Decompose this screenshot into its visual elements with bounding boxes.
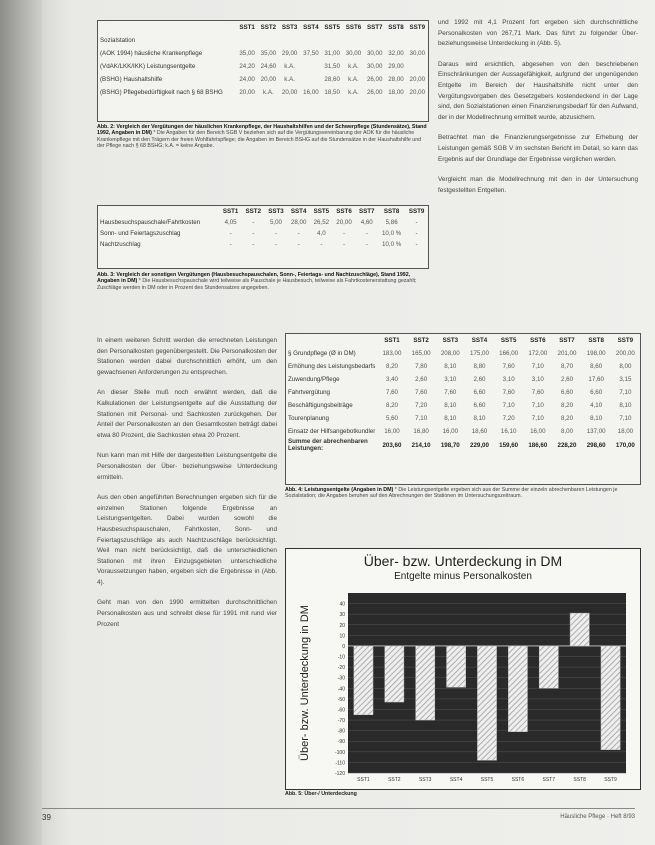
table-cell: 8,10: [444, 415, 457, 422]
table-cell: 24,00: [239, 76, 255, 83]
table-cell: 37,50: [303, 50, 319, 57]
total-cell: 298,60: [586, 441, 606, 449]
table-cell: -: [252, 219, 255, 226]
column-header: SST2: [260, 24, 277, 31]
table-cell: k.A.: [284, 76, 295, 83]
paragraph: Aus den oben angeführten Berechnungen ergeben sich für die einzelnen Stationen folgende Ergebnisse an Leistungsentgelten. Dabei wurden sowohl die Hausbesuchspauschalen, Fahrtkosten, Sonn- und Feiertagszuschläge als auch Nachtzuschläge berücksichtigt. Weil man nicht berücksichtigt, daß die unterschiedlichen Stationen mit ihren Einzugsgebieten unterschiedliche Voraussetzungen haben, ergeben sich die Ergebnisse in (Abb. 4).: [97, 494, 277, 586]
table-cell: k.A.: [348, 89, 359, 96]
paragraph: Betrachtet man die Finanzierungsergebnisse zur Erhebung der Leistungen gemäß SGB V im sechsten Bericht im Detail, so kann das Ergebnis auf der Grundlage der Ergebnisse verglichen werden.: [438, 134, 638, 163]
column-header: SST8: [383, 208, 400, 215]
caption-abb-2: [97, 124, 429, 150]
table-cell: -: [365, 230, 368, 237]
table-cell: 26,52: [313, 219, 330, 226]
table-cell: 183,00: [382, 350, 402, 357]
table-cell: 7,60: [531, 389, 544, 396]
table-cell: -: [343, 241, 346, 248]
table-cell: [385, 34, 406, 47]
row-label: Erhöhung des Leistungsbedarfs: [288, 363, 376, 370]
table-cell: 7,10: [531, 402, 544, 409]
table-cell: 8,60: [590, 363, 603, 370]
table-cell: 7,10: [531, 415, 544, 422]
bar-sst1: [354, 646, 373, 715]
table-cell: -: [297, 241, 300, 248]
column-header: SST9: [617, 337, 634, 344]
row-label: (AOK 1994) häusliche Krankenpflege: [100, 50, 203, 57]
table-cell: [407, 60, 428, 73]
table-cell: 18,00: [388, 89, 404, 96]
table-leistungsentgelte: [285, 333, 641, 485]
paragraph: An dieser Stelle muß noch erwähnt werden, daß die Kalkulationen der Leistungsentgelte auf die Ausstattung der Stationen mit Personal- und Sachkosten zurückgehen. Der Anteil der Personalkosten an den Gesamtkosten beträgt dabei etwa 80 Prozent, die Sachkosten etwa 20 Prozent.: [97, 389, 277, 439]
text-column-right: [438, 18, 638, 206]
table-cell: 7,80: [415, 363, 428, 370]
table-cell: 201,00: [557, 350, 577, 357]
total-row: [286, 438, 640, 452]
table-cell: 8,10: [444, 363, 457, 370]
caption-abb-5: [285, 791, 639, 797]
x-tick-label: SST3: [418, 777, 432, 783]
y-tick-label: -100: [334, 749, 345, 756]
table-cell: -: [365, 241, 368, 248]
table-row: [98, 60, 428, 73]
column-header: SST4: [290, 208, 307, 215]
table-cell: -: [229, 230, 232, 237]
table-cell: 166,00: [499, 350, 519, 357]
table-cell: 165,00: [411, 350, 431, 357]
table-cell: 2,60: [560, 376, 574, 383]
table-cell: 3,40: [385, 376, 398, 383]
table-row: [286, 386, 640, 399]
table-cell: 3,10: [502, 376, 515, 383]
y-tick-label: 30: [339, 612, 345, 619]
table-row: [98, 47, 428, 60]
paragraph: In einem weiteren Schritt werden die errechneten Leistungen den Personalkosten gegenübergestellt. Die Personalkosten der Stationen werden dabei durchschnittlich erhöht, um den gewachsenen Anforderungen zu entsprechen.: [97, 337, 277, 376]
bar-sst2: [385, 646, 404, 702]
row-label: Beschäftigungsbeiträge: [288, 402, 353, 409]
column-header: SST7: [559, 337, 575, 344]
table-cell: 8,10: [473, 415, 486, 422]
table-cell: 30,00: [409, 50, 426, 57]
table-cell: -: [229, 241, 232, 248]
column-header: SST6: [345, 24, 362, 31]
table-row: [286, 425, 640, 438]
table-cell: 5,00: [269, 219, 282, 226]
row-label: Fahrtvergütung: [288, 389, 330, 396]
column-header: SST9: [408, 208, 425, 215]
total-cell: 186,60: [528, 441, 548, 449]
table-cell: 10,0 %: [381, 230, 402, 237]
y-tick-label: -40: [337, 686, 345, 693]
table-cell: 200,00: [615, 350, 635, 357]
column-header: SST4: [471, 337, 488, 344]
table-row: [98, 217, 428, 228]
paragraph: Nun kann man mit Hilfe der dargestellten Leistungsentgelte die Personalkosten der Über- beziehungsweise Unterdeckung ermitteln.: [97, 452, 277, 481]
column-header: SST5: [324, 24, 340, 31]
table-cell: 3,15: [619, 376, 632, 383]
header-blank: [98, 21, 236, 34]
table-cell: 7,60: [502, 363, 515, 370]
column-header: SST7: [366, 24, 383, 31]
table-sonstige-verguetungen: [97, 205, 429, 269]
table-cell: 8,20: [560, 402, 574, 409]
row-label: Hausbesuchspauschale/Fahrtkosten: [100, 219, 201, 226]
x-tick-label: SST9: [604, 777, 617, 783]
table-cell: k.A.: [348, 76, 359, 83]
y-tick-label: -50: [337, 696, 345, 703]
table-cell: 7,10: [415, 415, 428, 422]
caption-text: * Die Angaben für den Bereich SGB V beziehen sich auf die Vergütungsvereinbarung der AOK für die häusliche Krankenpflege mit den Trägern der freien Wohlfahrtspflege; die Angaben im Bereich BSHG auf die Stundensätze in der Haushaltshilfe und der Pflege nach § 68 BSHG; k.A. = keine Angabe.: [97, 130, 422, 150]
table-cell: 28,00: [388, 76, 404, 83]
x-tick-label: SST4: [449, 777, 463, 783]
y-tick-label: 10: [339, 633, 345, 640]
table-cell: -: [274, 230, 278, 237]
row-label: Zuwendung/Pflege: [288, 376, 340, 383]
table-cell: [258, 34, 279, 47]
total-cell: 159,60: [499, 441, 519, 449]
table-cell: 8,80: [473, 363, 486, 370]
table-cell: -: [297, 230, 300, 237]
caption-title: Abb. 4: Leistungsentgelte (Angaben in DM): [285, 487, 394, 493]
y-tick-label: -80: [337, 728, 345, 735]
table-cell: 6,60: [473, 389, 486, 396]
table-cell: 30,00: [345, 50, 362, 57]
table-cell: 4,05: [224, 219, 237, 226]
table-cell: 3,10: [531, 376, 544, 383]
row-label: Nachtzuschlag: [100, 241, 141, 248]
table-cell: [300, 60, 321, 73]
column-header: SST9: [409, 24, 426, 31]
table-cell: 31,50: [324, 63, 340, 70]
y-axis-label: Über- bzw. Unterdeckung in DM: [299, 605, 311, 761]
table-cell: 7,60: [444, 389, 457, 396]
bar-sst7: [539, 646, 558, 688]
table-cell: 7,10: [619, 389, 632, 396]
column-header: SST8: [588, 337, 604, 344]
table-cell: 18,00: [617, 428, 634, 435]
table-cell: 172,00: [528, 350, 548, 357]
table-cell: 24,60: [260, 63, 277, 70]
table-cell: -: [252, 230, 255, 237]
column-header: SST3: [268, 208, 284, 215]
row-label: Sozialstation: [100, 37, 136, 44]
caption-text: * Die Hausbesuchspauschale wird teilweise als Pauschale je Hausbesuch, teilweise als Fahrtkostenerstattung gezahlt; Zuschläge werden in DM oder in Prozent des Stundensatzes angegeben.: [97, 278, 417, 291]
table-cell: 20,00: [260, 76, 277, 83]
table-cell: 26,00: [366, 89, 383, 96]
table-cell: 20,00: [409, 89, 426, 96]
table-row: [98, 34, 428, 47]
table-cell: 7,10: [502, 402, 515, 409]
table-cell: 28,00: [290, 219, 307, 226]
table-cell: 16,80: [413, 428, 429, 435]
table-row: [98, 228, 428, 239]
table-cell: 6,60: [590, 389, 603, 396]
table-cell: 7,20: [415, 402, 428, 409]
table-cell: 16,00: [442, 428, 459, 435]
table-cell: 30,00: [366, 50, 383, 57]
table-cell: 24,20: [239, 63, 255, 70]
table-cell: [407, 34, 428, 47]
table-cell: 20,00: [409, 76, 426, 83]
y-tick-label: -110: [335, 760, 345, 767]
table-cell: 8,20: [385, 402, 398, 409]
binding-shadow: [0, 0, 42, 845]
bar-sst4: [447, 646, 466, 687]
chart-subtitle: Entgelte minus Personalkosten: [394, 571, 532, 582]
column-header: SST7: [358, 208, 375, 215]
table-header-row: [286, 334, 640, 347]
column-header: SST6: [530, 337, 546, 344]
column-header: SST1: [384, 337, 400, 344]
table-cell: [300, 34, 321, 47]
table-3: [286, 334, 640, 452]
paragraph: und 1992 mit 4,1 Prozent fort ergeben sich durchschnittliche Personalkosten von 267,71 Mark. Das führt zu folgender Über- beziehungsweise Unterdeckung in (Abb. 5).: [438, 19, 638, 48]
table-cell: 4,0: [317, 230, 326, 237]
column-header: SST5: [500, 337, 517, 344]
table-cell: [364, 34, 385, 47]
y-tick-label: -70: [337, 718, 345, 725]
table-cell: [279, 34, 300, 47]
row-label: (BSHG) Pflegebedürftigkeit nach § 68 BSHG: [100, 89, 223, 96]
table-cell: 8,00: [619, 363, 632, 370]
row-label: Sonn- und Feiertagszuschlag: [100, 230, 181, 237]
table-cell: 26,00: [366, 76, 383, 83]
table-cell: 18,60: [471, 428, 488, 435]
table-cell: 7,10: [619, 415, 632, 422]
table-cell: 8,70: [560, 363, 574, 370]
y-tick-label: -90: [337, 739, 345, 746]
paragraph: Geht man von den 1990 ermittelten durchschnittlichen Personalkosten aus und schreibt diese für 1991 mit rund vier Prozent: [97, 599, 277, 628]
paragraph: Vergleicht man die Modellrechnung mit den in der Untersuchung festgestellten Entgelten.: [438, 176, 638, 194]
table-cell: [322, 34, 343, 47]
row-label: (BSHG) Haushaltshilfe: [100, 76, 163, 83]
paragraph: Daraus wird ersichtlich, abgesehen von den beschriebenen Einschränkungen der Aussagefähigkeit, aufgrund der ungenügenden Entgelte im Bereich der Haushaltshilfe nicht unter den Vergütungsvorgaben des Gesetzgebers kostendeckend in der Lage sind, den Sozialstationen einen Finanzierungsbedarf für den Aufwand, der in der Modellrechnung ermittelt wurde, abzusichern.: [438, 60, 638, 121]
page-footer: [42, 808, 635, 822]
table-cell: 28,60: [324, 76, 340, 83]
total-label: Summe der abrechenbaren Leistungen:: [288, 438, 368, 452]
table-cell: 137,00: [586, 428, 606, 435]
table-cell: 31,00: [324, 50, 340, 57]
total-cell: 198,70: [440, 441, 460, 449]
table-row: [286, 360, 640, 373]
column-header: SST3: [281, 24, 298, 31]
total-cell: 229,00: [470, 441, 489, 449]
y-tick-label: 40: [339, 601, 345, 608]
caption-title: Abb. 3: Vergleich der sonstigen Vergütungen (Hausbesuchspauschalen, Sonn-, Feiertags- und Nachtzuschläge), Stand 1992, Angaben in DM): [97, 272, 411, 285]
y-tick-label: -60: [337, 707, 345, 714]
table-cell: 6,60: [473, 402, 486, 409]
bar-sst6: [508, 646, 527, 732]
column-header: SST6: [336, 208, 352, 215]
table-cell: 7,10: [531, 363, 544, 370]
y-tick-label: -120: [334, 771, 345, 777]
table-cell: -: [320, 241, 323, 248]
total-cell: 214,10: [411, 441, 431, 449]
caption-title: Abb. 2: Vergleich der Vergütungen der häuslichen Krankenpflege, der Haushaltshilfen und der Schwerpflege (Stundensätze), Stand 1992, Angaben in DM): [97, 124, 427, 137]
table-row: [286, 347, 640, 360]
table-cell: 29,00: [281, 50, 298, 57]
table-cell: 35,00: [260, 50, 277, 57]
table-cell: 8,20: [560, 415, 574, 422]
table-cell: 208,00: [440, 350, 460, 357]
table-cell: 8,10: [590, 415, 603, 422]
table-cell: 8,00: [560, 428, 574, 435]
table-cell: 8,10: [619, 402, 632, 409]
table-cell: 8,10: [444, 402, 457, 409]
x-tick-label: SST7: [542, 777, 556, 783]
caption-abb-4: [285, 487, 639, 500]
table-1: [98, 21, 428, 99]
table-cell: 16,00: [384, 428, 400, 435]
table-cell: 16,10: [500, 428, 517, 435]
table-header-row: [98, 21, 428, 34]
x-tick-label: SST6: [511, 777, 525, 783]
column-header: SST3: [442, 337, 459, 344]
chart-plot: [286, 587, 640, 787]
table-cell: -: [415, 241, 418, 248]
table-cell: [343, 34, 364, 47]
bar-sst9: [601, 646, 620, 750]
table-cell: 3,10: [444, 376, 457, 383]
table-row: [98, 239, 428, 250]
caption-text: * Die Leistungsentgelte ergeben sich aus der Summe der einzeln abrechenbaren Leistungen je Sozialstation; die Angaben beruhen auf den Abrechnungen der Stationen im Untersuchungszeitraum.: [285, 487, 618, 500]
table-cell: 7,20: [502, 415, 515, 422]
table-cell: 32,00: [388, 50, 404, 57]
chart-title: Über- bzw. Unterdeckung in DM: [363, 553, 563, 569]
x-tick-label: SST8: [573, 777, 586, 783]
total-cell: 170,00: [615, 441, 635, 449]
y-tick-label: 0: [342, 643, 345, 650]
table-cell: 29,00: [388, 63, 404, 70]
y-tick-label: -20: [337, 665, 345, 672]
table-cell: 16,00: [303, 89, 319, 96]
column-header: SST1: [222, 208, 239, 215]
column-header: SST5: [313, 208, 330, 215]
table-row: [286, 373, 640, 386]
bar-sst3: [416, 646, 435, 720]
table-row: [286, 399, 640, 412]
table-cell: 4,60: [360, 219, 373, 226]
table-cell: 20,00: [281, 89, 298, 96]
table-row: [98, 73, 428, 86]
table-cell: 198,00: [586, 350, 606, 357]
table-cell: 8,20: [385, 363, 398, 370]
text-column-left: [97, 336, 277, 640]
header-blank: [286, 334, 377, 347]
table-cell: -: [274, 241, 278, 248]
bar-sst8: [570, 613, 589, 646]
table-cell: 7,60: [385, 389, 398, 396]
table-cell: [300, 73, 321, 86]
table-cell: 6,60: [560, 389, 574, 396]
table-cell: -: [415, 219, 418, 226]
y-tick-label: 20: [339, 622, 345, 629]
row-label: Einsatz der Hilfsangebotkundler: [288, 428, 376, 435]
total-cell: 203,60: [382, 441, 402, 449]
table-cell: k.A.: [263, 89, 274, 96]
table-cell: -: [343, 230, 346, 237]
caption-abb-3: [97, 272, 429, 291]
table-cell: 175,00: [470, 350, 489, 357]
row-label: Tourenplanung: [288, 415, 329, 422]
column-header: SST4: [303, 24, 319, 31]
table-cell: 18,50: [324, 89, 340, 96]
bar-sst5: [477, 646, 496, 760]
table-cell: 17,60: [588, 376, 604, 383]
chart-ueber-unterdeckung: [285, 548, 641, 790]
header-blank: [98, 206, 219, 217]
table-row: [286, 412, 640, 425]
table-cell: 4,10: [590, 402, 603, 409]
table-cell: 7,60: [415, 389, 428, 396]
table-2: [98, 206, 428, 250]
page-number: 39: [42, 813, 51, 822]
table-cell: k.A.: [348, 63, 359, 70]
table-cell: 5,60: [385, 415, 398, 422]
table-cell: 20,00: [336, 219, 352, 226]
caption-text: Abb. 5: Über-/ Unterdeckung: [285, 791, 357, 797]
table-cell: 20,00: [239, 89, 255, 96]
x-tick-label: SST2: [388, 777, 401, 783]
column-header: SST2: [245, 208, 262, 215]
x-tick-label: SST1: [357, 777, 370, 783]
row-label: § Grundpflege (Ø in DM): [288, 350, 356, 357]
table-cell: k.A.: [284, 63, 295, 70]
table-cell: 35,00: [239, 50, 255, 57]
table-cell: 10,0 %: [381, 241, 402, 248]
table-cell: [236, 34, 257, 47]
y-tick-label: -30: [337, 675, 345, 682]
table-cell: 16,00: [530, 428, 546, 435]
column-header: SST8: [388, 24, 404, 31]
table-cell: 7,60: [502, 389, 515, 396]
x-tick-label: SST5: [480, 777, 494, 783]
total-cell: 228,20: [557, 441, 577, 449]
table-row: [98, 86, 428, 99]
table-cell: -: [252, 241, 255, 248]
column-header: SST2: [413, 337, 429, 344]
table-header-row: [98, 206, 428, 217]
y-tick-label: -10: [337, 654, 345, 661]
table-cell: 30,00: [366, 63, 383, 70]
table-vergleich-verguetungen: [97, 20, 429, 122]
row-label: (VdAK/LKK/IKK) Leistungsentgelte: [100, 63, 196, 70]
table-cell: 2,60: [473, 376, 486, 383]
table-cell: 5,86: [385, 219, 398, 226]
magazine-name: Häusliche Pflege · Heft 8/93: [560, 814, 635, 820]
table-cell: -: [415, 230, 418, 237]
table-cell: 2,60: [415, 376, 428, 383]
column-header: SST1: [239, 24, 255, 31]
